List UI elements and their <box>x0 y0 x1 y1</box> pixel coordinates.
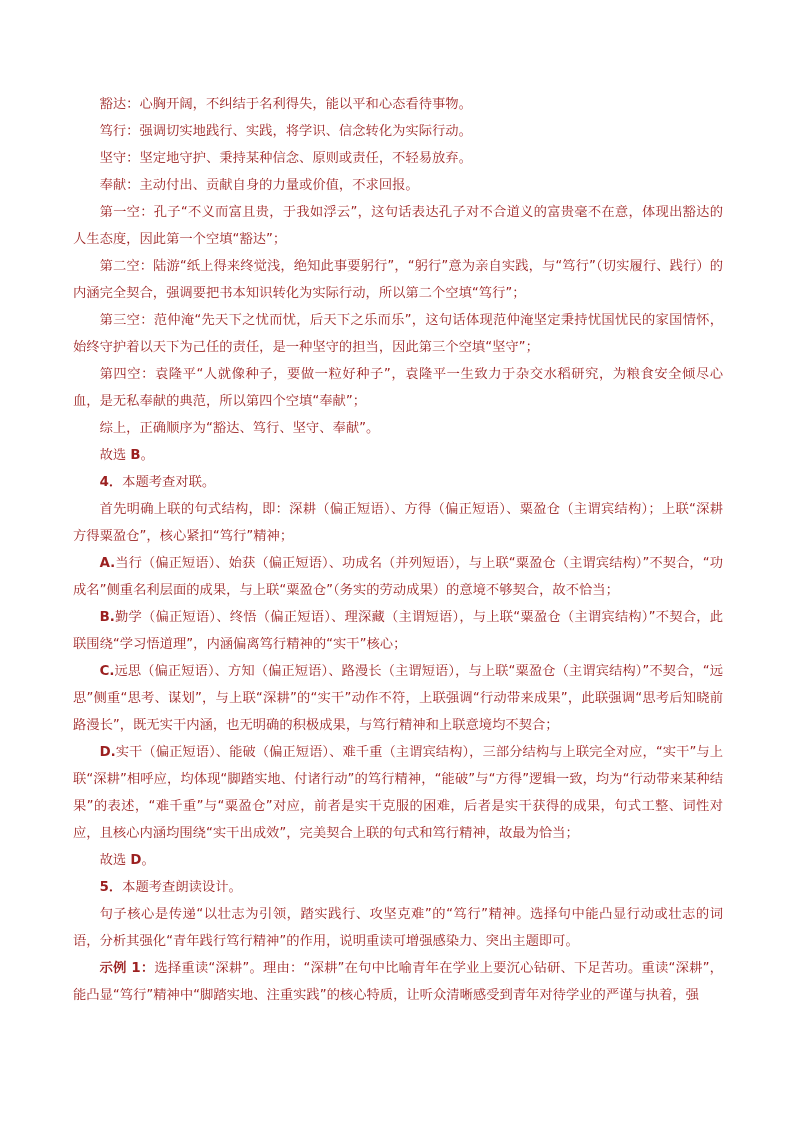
answer-letter: B <box>130 448 141 463</box>
answer-choice-q4: 故选 D。 <box>99 853 155 868</box>
example-1: 示例 1：选择重读“深耕”。理由：“深耕”在句中比喻青年在学业上要沉心钻研、下足苦功。重读“深耕”，能凸显“笃行”精神中“脚踏实地、注重实践”的核心特质，让听众清晰感受到青年对待学业的严谨与执着，强 <box>73 961 723 1003</box>
example-label: 示例 1： <box>99 961 155 976</box>
summary-order: 综上，正确顺序为“豁达、笃行、坚守、奉献”。 <box>99 421 380 436</box>
answer-analysis-body <box>73 91 723 1009</box>
blank-4-analysis: 第四空：袁隆平“人就像种子，要做一粒好种子”，袁隆平一生致力于杂交水稻研究，为粮食安全倾尽心血，是无私奉献的典范，所以第四个空填“奉献”； <box>73 367 723 409</box>
blank-1-analysis: 第一空：孔子“不义而富且贵，于我如浮云”，这句话表达孔子对不合道义的富贵毫不在意，体现出豁达的人生态度，因此第一个空填“豁达”； <box>73 205 723 247</box>
definition-jianshou: 坚守：坚定地守护、秉持某种信念、原则或责任，不轻易放弃。 <box>99 151 472 166</box>
option-c-analysis: C.远思（偏正短语）、方知（偏正短语）、路漫长（主谓短语），与上联“粟盈仓（主谓宾结构）”不契合，“远思”侧重“思考、谋划”，与上联“深耕”的“实干”动作不符，上联强调“行动带来成果”，此联强调“思考后知晓前路漫长”，既无实干内涵，也无明确的积极成果，与笃行精神和上联意境均不契合； <box>73 664 723 733</box>
option-label: B. <box>99 610 115 625</box>
option-b-analysis: B.勤学（偏正短语）、终悟（偏正短语）、理深藏（主谓短语），与上联“粟盈仓（主谓宾结构）”不契合，此联围绕“学习悟道理”，内涵偏离笃行精神的“实干”核心； <box>73 610 723 652</box>
blank-2-analysis: 第二空：陆游“纸上得来终觉浅，绝知此事要躬行”，“躬行”意为亲自实践，与“笃行”（切实履行、践行）的内涵完全契合，强调要把书本知识转化为实际行动，所以第二个空填“笃行”； <box>73 259 723 301</box>
question-number: 4． <box>99 475 123 490</box>
definition-fengxian: 奉献：主动付出、贡献自身的力量或价值，不求回报。 <box>99 178 419 193</box>
answer-letter: D <box>130 853 142 868</box>
option-label: C. <box>99 664 115 679</box>
option-label: A. <box>99 556 116 571</box>
question-number: 5． <box>99 880 123 895</box>
blank-3-analysis: 第三空：范仲淹“先天下之忧而忧，后天下之乐而乐”，这句话体现范仲淹坚定秉持忧国忧民的家国情怀，始终守护着以天下为己任的责任，是一种坚守的担当，因此第三个空填“坚守”； <box>73 313 723 355</box>
option-d-analysis: D.实干（偏正短语）、能破（偏正短语）、难千重（主谓宾结构），三部分结构与上联完全对应，“实干”与上联“深耕”相呼应，均体现“脚踏实地、付诸行动”的笃行精神，“能破”与“方得”逻辑一致，均为“行动带来某种结果”的表述，“难千重”与“粟盈仓”对应，前者是实干克服的困难，后者是实干获得的成果，句式工整、词性对应，且核心内涵均围绕“实干出成效”，完美契合上联的句式和笃行精神，故最为恰当； <box>73 745 723 841</box>
reading-design-analysis: 句子核心是传递“以壮志为引领，踏实践行、攻坚克难”的“笃行”精神。选择句中能凸显行动或壮志的词语，分析其强化“青年践行笃行精神”的作用，说明重读可增强感染力、突出主题即可。 <box>73 907 723 949</box>
definition-duxing: 笃行：强调切实地践行、实践，将学识、信念转化为实际行动。 <box>99 124 472 139</box>
answer-choice-q3: 故选 B。 <box>99 448 154 463</box>
option-label: D. <box>99 745 116 760</box>
couplet-structure-analysis: 首先明确上联的句式结构，即：深耕（偏正短语）、方得（偏正短语）、粟盈仓（主谓宾结构）；上联“深耕方得粟盈仓”，核心紧扣“笃行”精神； <box>73 502 723 544</box>
option-a-analysis: A.当行（偏正短语）、始获（偏正短语）、功成名（并列短语），与上联“粟盈仓（主谓宾结构）”不契合，“功成名”侧重名利层面的成果，与上联“粟盈仓”（务实的劳动成果）的意境不够契合，故不恰当； <box>73 556 723 598</box>
question-5-heading: 5．本题考查朗读设计。 <box>99 880 242 895</box>
definition-huoda: 豁达：心胸开阔，不纠结于名利得失，能以平和心态看待事物。 <box>99 97 472 112</box>
question-4-heading: 4．本题考查对联。 <box>99 475 216 490</box>
